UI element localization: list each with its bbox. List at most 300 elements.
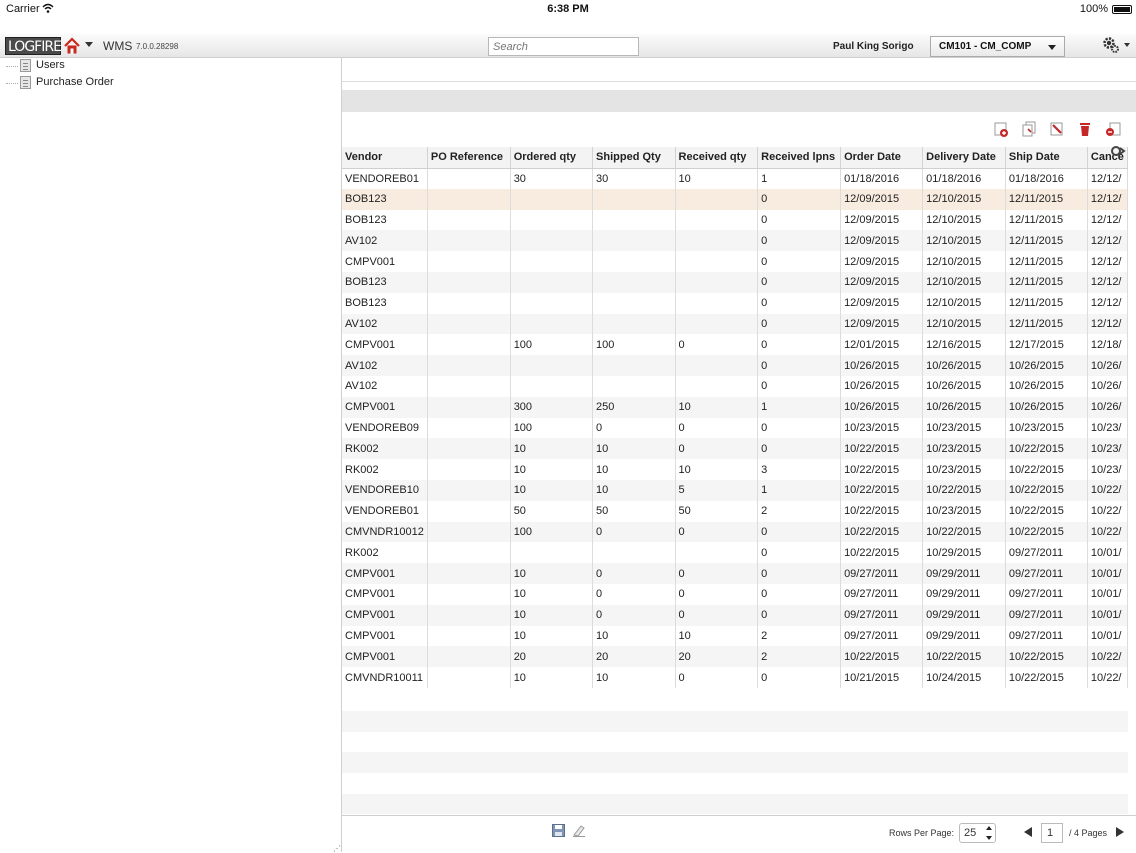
table-cell: 20 <box>593 646 675 667</box>
table-cell: AV102 <box>342 355 427 376</box>
table-cell: 09/29/2011 <box>923 584 1006 605</box>
table-cell: 12/10/2015 <box>923 189 1006 210</box>
table-cell: 0 <box>593 418 675 439</box>
table-cell <box>427 272 510 293</box>
table-cell: 10 <box>675 626 758 647</box>
table-cell: 01/18/2016 <box>1005 168 1087 189</box>
table-cell: 09/27/2011 <box>841 626 923 647</box>
app-version: 7.0.0.28298 <box>136 42 179 51</box>
table-cell: 10/23/ <box>1087 438 1127 459</box>
table-cell <box>427 210 510 231</box>
stepper-down-icon[interactable] <box>986 836 992 840</box>
table-cell: 10/22/ <box>1087 522 1127 543</box>
table-cell <box>675 542 758 563</box>
table-cell: 10/26/ <box>1087 355 1127 376</box>
table-cell: 10/22/2015 <box>841 646 923 667</box>
table-cell: 10 <box>510 438 592 459</box>
table-cell: 10 <box>510 584 592 605</box>
table-row[interactable] <box>342 626 1128 647</box>
rows-per-page-value: 25 <box>964 827 977 839</box>
table-cell: 12/12/ <box>1087 272 1127 293</box>
table-cell <box>510 272 592 293</box>
table-row[interactable] <box>342 438 1128 459</box>
table-cell: 10/22/2015 <box>1005 459 1087 480</box>
table-cell: 01/18/2016 <box>923 168 1006 189</box>
table-cell: 12/09/2015 <box>841 210 923 231</box>
table-cell <box>427 605 510 626</box>
home-menu-caret-icon[interactable] <box>85 42 93 47</box>
table-row[interactable] <box>342 646 1128 667</box>
table-cell <box>427 397 510 418</box>
column-header[interactable]: Ship Date <box>1005 147 1087 168</box>
table-cell: 10/26/2015 <box>923 376 1006 397</box>
save-icon[interactable] <box>552 824 565 837</box>
table-cell: BOB123 <box>342 189 427 210</box>
table-cell: 100 <box>510 334 592 355</box>
table-cell: BOB123 <box>342 293 427 314</box>
table-cell: 0 <box>758 334 841 355</box>
table-cell <box>593 355 675 376</box>
table-cell: 10/23/2015 <box>923 459 1006 480</box>
table-cell: 0 <box>758 418 841 439</box>
tree-connector <box>6 66 18 67</box>
table-cell <box>510 230 592 251</box>
table-cell: 09/29/2011 <box>923 605 1006 626</box>
table-cell: 10/26/2015 <box>1005 376 1087 397</box>
table-cell <box>427 293 510 314</box>
table-row[interactable] <box>342 418 1128 439</box>
table-row[interactable] <box>342 189 1128 210</box>
table-cell <box>427 355 510 376</box>
table-row[interactable] <box>342 355 1128 376</box>
table-cell <box>427 334 510 355</box>
table-cell: 12/10/2015 <box>923 230 1006 251</box>
table-cell <box>675 189 758 210</box>
table-cell <box>593 376 675 397</box>
table-cell: 0 <box>758 251 841 272</box>
table-cell <box>593 314 675 335</box>
gear-icon[interactable] <box>1102 36 1120 54</box>
table-cell <box>593 272 675 293</box>
table-cell <box>427 438 510 459</box>
table-cell: 2 <box>758 646 841 667</box>
table-cell: 2 <box>758 626 841 647</box>
table-cell: 0 <box>593 522 675 543</box>
table-cell: 12/11/2015 <box>1005 272 1087 293</box>
table-cell: 100 <box>510 418 592 439</box>
table-cell: 12/10/2015 <box>923 293 1006 314</box>
table-cell: 3 <box>758 459 841 480</box>
table-row[interactable] <box>342 522 1128 543</box>
status-bar <box>0 0 1136 20</box>
table-row[interactable] <box>342 501 1128 522</box>
table-cell <box>427 646 510 667</box>
table-cell: 0 <box>758 293 841 314</box>
table-cell <box>427 480 510 501</box>
table-cell: 10/01/ <box>1087 563 1127 584</box>
table-cell: 12/12/ <box>1087 293 1127 314</box>
table-row[interactable] <box>342 251 1128 272</box>
table-cell: 10/21/2015 <box>841 667 923 688</box>
table-cell: CMPV001 <box>342 334 427 355</box>
next-page-icon[interactable] <box>1116 827 1124 837</box>
table-cell: 0 <box>593 584 675 605</box>
table-cell: 10 <box>593 480 675 501</box>
column-header[interactable]: Ordered qty <box>510 147 592 168</box>
stepper-up-icon[interactable] <box>986 826 992 830</box>
table-cell: 09/27/2011 <box>1005 626 1087 647</box>
section-header-band <box>342 90 1136 112</box>
table-cell: 09/27/2011 <box>1005 605 1087 626</box>
table-cell: 12/12/ <box>1087 230 1127 251</box>
table-row[interactable] <box>342 480 1128 501</box>
table-cell <box>510 355 592 376</box>
grid-empty-rows <box>342 690 1128 814</box>
table-cell: 50 <box>593 501 675 522</box>
table-cell: 12/16/2015 <box>923 334 1006 355</box>
table-cell <box>427 626 510 647</box>
table-cell: 0 <box>675 563 758 584</box>
table-cell <box>593 230 675 251</box>
table-row[interactable] <box>342 542 1128 563</box>
table-cell: 09/27/2011 <box>1005 563 1087 584</box>
table-cell: 10 <box>510 667 592 688</box>
table-cell: 10/22/2015 <box>1005 480 1087 501</box>
table-row[interactable] <box>342 397 1128 418</box>
table-cell: 10/01/ <box>1087 605 1127 626</box>
column-scroll-handle-icon[interactable] <box>1110 146 1126 156</box>
table-cell: 12/11/2015 <box>1005 293 1087 314</box>
table-cell: 10/24/2015 <box>923 667 1006 688</box>
table-cell: 10/22/2015 <box>1005 438 1087 459</box>
table-cell: 10/22/2015 <box>841 542 923 563</box>
table-cell: 09/27/2011 <box>1005 542 1087 563</box>
table-row[interactable] <box>342 667 1128 688</box>
table-row[interactable] <box>342 459 1128 480</box>
table-cell: 10/26/2015 <box>1005 355 1087 376</box>
column-header[interactable]: Cance <box>1087 147 1127 168</box>
page-number-input[interactable]: 1 <box>1041 823 1063 843</box>
table-cell <box>427 376 510 397</box>
table-cell: 10 <box>675 397 758 418</box>
table-cell: 0 <box>758 563 841 584</box>
table-cell <box>675 293 758 314</box>
table-cell: 10 <box>510 480 592 501</box>
table-cell <box>675 314 758 335</box>
column-header[interactable]: Delivery Date <box>923 147 1006 168</box>
table-cell: VENDOREB01 <box>342 501 427 522</box>
chevron-down-icon <box>1048 45 1056 50</box>
table-cell: 12/11/2015 <box>1005 314 1087 335</box>
table-cell: 10/23/2015 <box>1005 418 1087 439</box>
table-cell: 20 <box>675 646 758 667</box>
company-selector[interactable] <box>930 36 1065 57</box>
resize-grip-icon[interactable]: ⋰ <box>333 844 341 853</box>
table-cell: RK002 <box>342 542 427 563</box>
search-input[interactable] <box>488 37 639 56</box>
table-cell: 12/11/2015 <box>1005 210 1087 231</box>
table-cell: 09/27/2011 <box>841 563 923 584</box>
table-cell <box>675 251 758 272</box>
table-cell: 10/22/2015 <box>1005 522 1087 543</box>
table-row[interactable] <box>342 334 1128 355</box>
table-cell: 10/26/ <box>1087 376 1127 397</box>
delete-icon[interactable] <box>1076 120 1094 138</box>
table-cell: 12/10/2015 <box>923 272 1006 293</box>
table-cell: 10/22/2015 <box>1005 501 1087 522</box>
purchase-order-table <box>342 147 1128 688</box>
table-cell <box>427 251 510 272</box>
table-cell: CMPV001 <box>342 646 427 667</box>
table-cell <box>510 293 592 314</box>
table-cell: VENDOREB10 <box>342 480 427 501</box>
table-cell <box>427 542 510 563</box>
table-cell: 10 <box>675 459 758 480</box>
column-header[interactable]: Received lpns <box>758 147 841 168</box>
grid-footer <box>342 815 1136 852</box>
table-cell: 10/22/2015 <box>841 480 923 501</box>
battery-icon <box>1112 5 1132 14</box>
table-cell: 1 <box>758 397 841 418</box>
table-cell: 10/26/ <box>1087 397 1127 418</box>
table-cell: 10 <box>593 459 675 480</box>
app-name: WMS <box>103 39 133 53</box>
table-cell: 0 <box>675 584 758 605</box>
table-cell <box>427 168 510 189</box>
table-cell: CMPV001 <box>342 397 427 418</box>
table-cell <box>593 251 675 272</box>
table-cell: 0 <box>758 605 841 626</box>
table-cell: 10/23/ <box>1087 418 1127 439</box>
table-row[interactable] <box>342 376 1128 397</box>
table-cell: RK002 <box>342 459 427 480</box>
table-cell: VENDOREB09 <box>342 418 427 439</box>
copy-record-icon[interactable] <box>1020 120 1038 138</box>
table-row[interactable] <box>342 605 1128 626</box>
add-record-icon[interactable] <box>992 120 1010 138</box>
rows-per-page-stepper[interactable] <box>959 823 996 843</box>
column-header[interactable]: Received qty <box>675 147 758 168</box>
table-cell: 10/29/2015 <box>923 542 1006 563</box>
table-cell: 10 <box>675 168 758 189</box>
table-cell: 10/26/2015 <box>1005 397 1087 418</box>
table-row[interactable] <box>342 230 1128 251</box>
table-cell: 10 <box>510 605 592 626</box>
table-cell: 10/01/ <box>1087 626 1127 647</box>
table-cell: 10/23/2015 <box>841 418 923 439</box>
table-cell: 100 <box>510 522 592 543</box>
table-cell: 12/09/2015 <box>841 230 923 251</box>
table-cell: 0 <box>758 210 841 231</box>
table-cell <box>427 459 510 480</box>
table-row[interactable] <box>342 168 1128 189</box>
table-cell: 09/27/2011 <box>841 584 923 605</box>
table-cell: 10/22/ <box>1087 480 1127 501</box>
table-cell: 12/10/2015 <box>923 314 1006 335</box>
document-icon <box>20 59 31 72</box>
table-cell: AV102 <box>342 230 427 251</box>
table-cell: 10 <box>510 563 592 584</box>
document-icon <box>20 76 31 89</box>
table-cell: 12/17/2015 <box>1005 334 1087 355</box>
table-cell: 10/26/2015 <box>923 355 1006 376</box>
table-cell <box>510 189 592 210</box>
table-cell: 0 <box>758 438 841 459</box>
table-cell <box>427 314 510 335</box>
table-cell <box>427 189 510 210</box>
table-cell: 0 <box>675 605 758 626</box>
table-cell: 12/12/ <box>1087 168 1127 189</box>
table-cell: 0 <box>758 314 841 335</box>
table-cell <box>427 563 510 584</box>
table-cell: 12/09/2015 <box>841 272 923 293</box>
table-cell: 09/29/2011 <box>923 626 1006 647</box>
table-cell <box>593 210 675 231</box>
table-cell: 10/01/ <box>1087 542 1127 563</box>
table-cell <box>675 230 758 251</box>
clock: 6:38 PM <box>547 3 589 15</box>
app-header <box>0 34 1136 58</box>
table-row[interactable] <box>342 272 1128 293</box>
table-cell: 12/11/2015 <box>1005 251 1087 272</box>
table-cell: RK002 <box>342 438 427 459</box>
rows-per-page-label: Rows Per Page: <box>889 828 955 838</box>
table-cell: 12/09/2015 <box>841 314 923 335</box>
table-cell: 10/26/2015 <box>841 376 923 397</box>
column-header[interactable]: Order Date <box>841 147 923 168</box>
table-cell: 1 <box>758 168 841 189</box>
previous-page-icon[interactable] <box>1024 827 1032 837</box>
table-cell: 12/12/ <box>1087 189 1127 210</box>
table-cell: 0 <box>675 438 758 459</box>
table-cell: 100 <box>593 334 675 355</box>
table-cell: 50 <box>675 501 758 522</box>
table-cell: 10/22/2015 <box>841 438 923 459</box>
table-cell: 10/22/2015 <box>923 522 1006 543</box>
settings-menu-caret-icon[interactable] <box>1124 43 1130 47</box>
table-cell: 10/22/2015 <box>923 646 1006 667</box>
table-cell: 50 <box>510 501 592 522</box>
eraser-icon[interactable] <box>572 824 586 837</box>
table-row[interactable] <box>342 563 1128 584</box>
table-row[interactable] <box>342 210 1128 231</box>
table-cell <box>427 667 510 688</box>
table-cell: 10/22/2015 <box>841 459 923 480</box>
table-cell: 10/01/ <box>1087 584 1127 605</box>
home-icon[interactable] <box>63 37 81 55</box>
table-cell: 12/11/2015 <box>1005 189 1087 210</box>
table-cell <box>593 542 675 563</box>
table-cell: 1 <box>758 480 841 501</box>
table-cell: 0 <box>758 522 841 543</box>
table-cell: 0 <box>675 522 758 543</box>
table-cell: 09/29/2011 <box>923 563 1006 584</box>
table-cell: 10 <box>510 626 592 647</box>
table-cell: 10/22/2015 <box>923 480 1006 501</box>
table-cell: 10/22/2015 <box>1005 667 1087 688</box>
main-top-bar <box>342 58 1136 82</box>
table-cell: 30 <box>593 168 675 189</box>
table-cell: 0 <box>593 605 675 626</box>
table-cell: 10/23/2015 <box>923 438 1006 459</box>
tree-connector <box>6 83 18 84</box>
table-cell: CMPV001 <box>342 626 427 647</box>
table-cell: 10/22/ <box>1087 667 1127 688</box>
table-row[interactable] <box>342 314 1128 335</box>
table-cell <box>593 293 675 314</box>
table-cell <box>510 210 592 231</box>
table-cell: 10/22/ <box>1087 646 1127 667</box>
table-cell <box>427 522 510 543</box>
table-cell: 10/22/2015 <box>841 501 923 522</box>
table-cell: 10/23/2015 <box>923 418 1006 439</box>
table-cell: CMPV001 <box>342 251 427 272</box>
table-row[interactable] <box>342 293 1128 314</box>
table-row[interactable] <box>342 584 1128 605</box>
table-cell <box>427 418 510 439</box>
table-cell: 10 <box>593 626 675 647</box>
table-cell: 0 <box>675 334 758 355</box>
table-cell: AV102 <box>342 376 427 397</box>
table-cell: 0 <box>758 667 841 688</box>
table-cell <box>675 272 758 293</box>
grid-toolbar <box>342 118 1136 142</box>
table-cell: 300 <box>510 397 592 418</box>
table-cell <box>510 314 592 335</box>
table-cell: 10/22/ <box>1087 501 1127 522</box>
column-header[interactable]: Vendor <box>342 147 427 168</box>
table-cell: CMPV001 <box>342 605 427 626</box>
table-cell: 10/26/2015 <box>841 355 923 376</box>
table-cell <box>675 355 758 376</box>
table-cell: 12/12/ <box>1087 210 1127 231</box>
battery-percent: 100% <box>1079 3 1108 15</box>
logo: LOGFIRE <box>5 37 61 55</box>
table-cell: 0 <box>593 563 675 584</box>
table-cell: 12/09/2015 <box>841 251 923 272</box>
table-cell: 12/12/ <box>1087 314 1127 335</box>
table-cell: 09/27/2011 <box>841 605 923 626</box>
total-pages-label: / 4 Pages <box>1069 828 1108 838</box>
table-cell: AV102 <box>342 314 427 335</box>
table-cell: 0 <box>675 418 758 439</box>
user-name: Paul King Sorigo <box>833 41 914 52</box>
edit-record-icon[interactable] <box>1048 120 1066 138</box>
table-cell: 10/23/ <box>1087 459 1127 480</box>
table-cell: 10 <box>510 459 592 480</box>
table-cell: CMVNDR10012 <box>342 522 427 543</box>
export-icon[interactable] <box>1104 120 1122 138</box>
column-header[interactable]: PO Reference <box>427 147 510 168</box>
table-cell: VENDOREB01 <box>342 168 427 189</box>
table-cell: 10/23/2015 <box>923 501 1006 522</box>
table-cell: 0 <box>675 667 758 688</box>
table-cell: 20 <box>510 646 592 667</box>
table-cell: 0 <box>758 542 841 563</box>
table-header-row <box>342 147 1128 168</box>
table-cell <box>675 210 758 231</box>
table-cell: 10 <box>593 667 675 688</box>
table-cell: CMPV001 <box>342 563 427 584</box>
table-cell: 0 <box>758 355 841 376</box>
column-header[interactable]: Shipped Qty <box>593 147 675 168</box>
navigation-tree <box>0 58 342 852</box>
table-cell: 12/09/2015 <box>841 293 923 314</box>
table-cell: BOB123 <box>342 210 427 231</box>
table-cell: 0 <box>758 230 841 251</box>
table-cell: 12/10/2015 <box>923 210 1006 231</box>
table-cell <box>510 542 592 563</box>
